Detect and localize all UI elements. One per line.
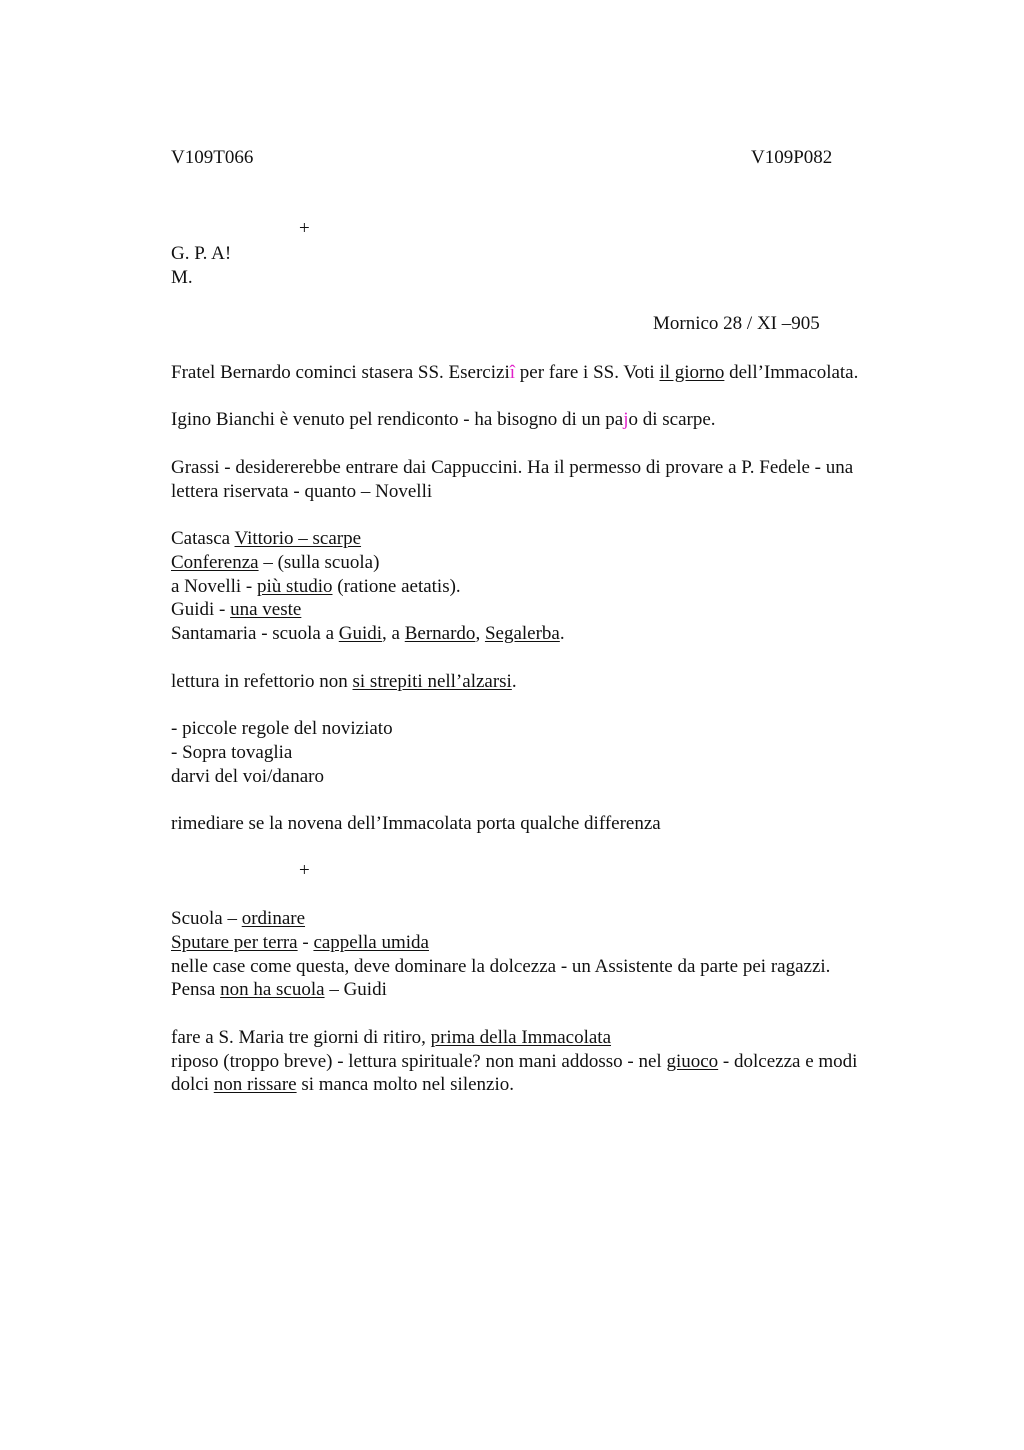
b4l5-name-2: Bernardo	[404, 623, 476, 644]
b4l1-underlined: Vittorio – scarpe	[234, 528, 362, 549]
b9l2-text-a: riposo (troppo breve) - lettura spirituale? non mani addosso - nel	[171, 1051, 667, 1072]
block4-line-3	[171, 575, 461, 599]
p2-text-b: o di scarpe.	[628, 409, 716, 430]
b8l2-underlined-1: Sputare per terra	[171, 932, 298, 953]
b9l2-text-b: - dolcezza e modi	[718, 1051, 858, 1072]
block6-line-1: - piccole regole del noviziato	[171, 718, 393, 739]
salutation-line-1: G. P. A!	[171, 243, 232, 264]
b8l4-underlined: non ha scuola	[220, 979, 325, 1000]
b8l2-underlined-2: cappella umida	[313, 932, 429, 953]
cross-mid: +	[299, 860, 310, 881]
b4l5-name-3: Segalerba	[484, 623, 560, 644]
paragraph-5	[171, 670, 517, 694]
p5-underlined: si strepiti nell’alzarsi	[352, 671, 512, 692]
block8-line-3: nelle case come questa, deve dominare la dolcezza - un Assistente da parte pei ragazzi.	[171, 956, 831, 977]
b4l5-sep-2: ,	[475, 623, 485, 644]
b4l5-sep-1: , a	[382, 623, 405, 644]
b8l1-underlined: ordinare	[241, 908, 306, 929]
b9l1-text: fare a S. Maria tre giorni di ritiro,	[171, 1027, 431, 1048]
paragraph-3-line-2: lettera riservata - quanto – Novelli	[171, 481, 433, 502]
cross-top: +	[299, 218, 310, 239]
b8l4-text-a: Pensa	[171, 979, 221, 1000]
p5-text-a: lettura in refettorio non	[171, 671, 353, 692]
paragraph-7: rimediare se la novena dell’Immacolata porta qualche differenza	[171, 813, 661, 834]
b4l3-text-b: (ratione aetatis).	[332, 576, 461, 597]
b9l3-underlined: non rissare	[213, 1074, 297, 1095]
b4l3-underlined: più studio	[257, 576, 333, 597]
b4l2-text: – (sulla scuola)	[258, 552, 380, 573]
block6-line-2: - Sopra tovaglia	[171, 742, 293, 763]
b8l1-text: Scuola –	[171, 908, 242, 929]
b4l5-text: Santamaria - scuola a	[171, 623, 339, 644]
paragraph-3-line-1: Grassi - desidererebbe entrare dai Cappuccini. Ha il permesso di provare a P. Fedele - una	[171, 457, 854, 478]
place-date: Mornico 28 / XI –905	[653, 313, 820, 334]
b9l1-underlined: prima della Immacolata	[430, 1027, 612, 1048]
b4l4-underlined: una veste	[230, 599, 302, 620]
b4l1-text: Catasca	[171, 528, 235, 549]
block8-line-1	[171, 907, 305, 931]
block6-line-3: darvi del voi/danaro	[171, 766, 325, 787]
p2-mark: j	[623, 409, 629, 430]
p1-mark: î	[509, 362, 516, 383]
salutation-line-2: M.	[171, 267, 193, 288]
b9l2-underlined: giuoco	[666, 1051, 719, 1072]
b4l2-underlined: Conferenza	[171, 552, 259, 573]
b8l2-sep: -	[297, 932, 314, 953]
p1-text-a: Fratel Bernardo cominci stasera SS. Esercizi	[171, 362, 510, 383]
block4-line-4	[171, 598, 301, 622]
block9-line-3	[171, 1073, 514, 1097]
p1-text-b: per fare i SS. Voti	[515, 362, 660, 383]
b9l3-text-b: si manca molto nel silenzio.	[296, 1074, 514, 1095]
b4l3-text-a: a Novelli -	[171, 576, 258, 597]
b8l4-text-b: – Guidi	[324, 979, 387, 1000]
header-left-code: V109T066	[171, 147, 254, 168]
block9-line-2	[171, 1050, 857, 1074]
b4l4-text: Guidi -	[171, 599, 231, 620]
block9-line-1	[171, 1026, 611, 1050]
header-right-code: V109P082	[751, 147, 833, 168]
p2-text-a: Igino Bianchi è venuto pel rendiconto - ha bisogno di un pa	[171, 409, 624, 430]
block4-line-2	[171, 551, 379, 575]
paragraph-1	[171, 361, 858, 385]
b4l5-name-1: Guidi	[338, 623, 383, 644]
block8-line-4	[171, 978, 387, 1002]
b9l3-text-a: dolci	[171, 1074, 214, 1095]
p1-text-c: dell’Immacolata.	[724, 362, 859, 383]
b4l5-end: .	[559, 623, 565, 644]
p5-text-b: .	[511, 671, 517, 692]
p1-underlined: il giorno	[659, 362, 725, 383]
block8-line-2	[171, 931, 429, 955]
block4-line-5	[171, 622, 565, 646]
paragraph-2	[171, 408, 716, 432]
block4-line-1	[171, 527, 361, 551]
